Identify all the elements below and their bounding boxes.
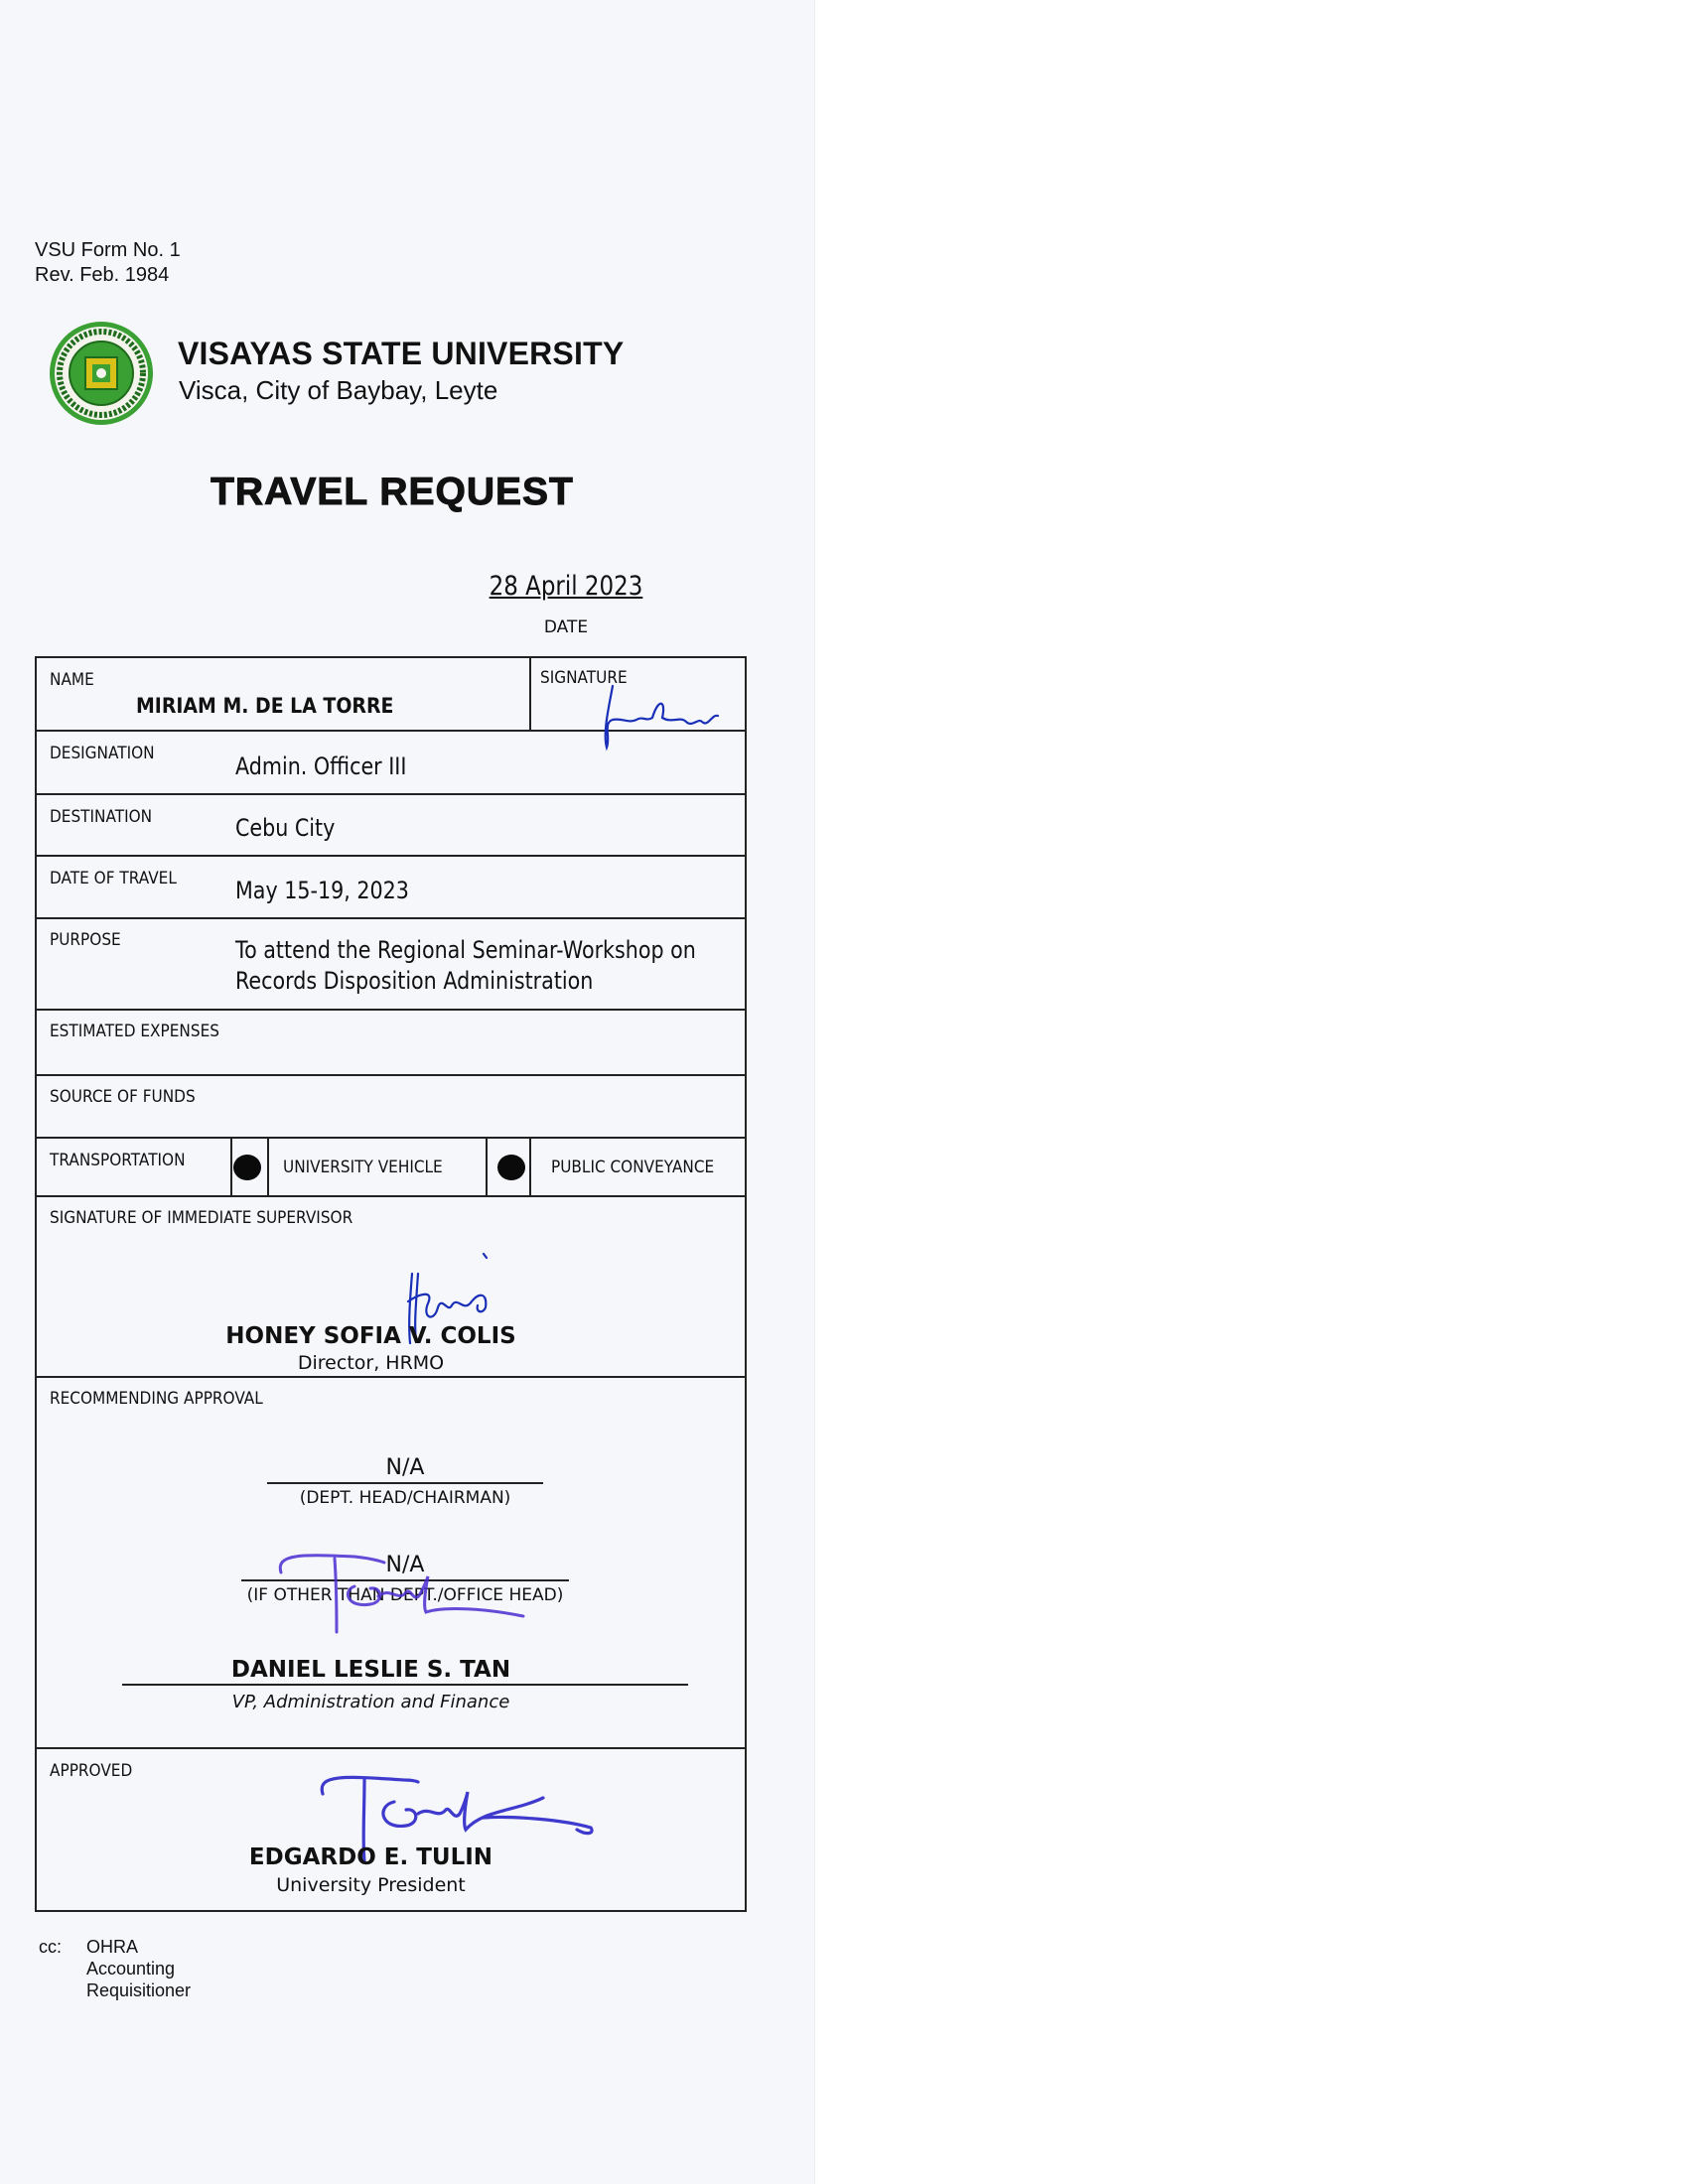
cc-label: cc: <box>39 1937 63 1957</box>
recommending-approval-label: RECOMMENDING APPROVAL <box>50 1389 263 1409</box>
name-value: MIRIAM M. DE LA TORRE <box>136 694 394 718</box>
purpose-line-1: To attend the Regional Seminar-Workshop on <box>235 936 696 964</box>
destination-value: Cebu City <box>235 814 336 842</box>
divider <box>37 1137 745 1139</box>
university-vehicle-label: UNIVERSITY VEHICLE <box>283 1158 443 1177</box>
cc-recipient: Requisitioner <box>86 1980 192 2000</box>
requester-signature <box>563 678 742 752</box>
president-title: University President <box>276 1874 466 1896</box>
university-name: VISAYAS STATE UNIVERSITY <box>178 336 625 371</box>
supervisor-label: SIGNATURE OF IMMEDIATE SUPERVISOR <box>50 1208 353 1228</box>
date-label: DATE <box>543 617 589 637</box>
dept-head-line <box>267 1482 543 1484</box>
other-head-value: N/A <box>385 1553 425 1577</box>
designation-label: DESIGNATION <box>50 744 155 763</box>
divider <box>486 1137 488 1195</box>
divider <box>37 855 745 857</box>
divider <box>37 1747 745 1749</box>
dept-head-caption: (DEPT. HEAD/CHAIRMAN) <box>299 1488 511 1508</box>
cc-recipient: Accounting <box>86 1959 176 1979</box>
approved-label: APPROVED <box>50 1761 133 1781</box>
university-vehicle-radio-filled[interactable] <box>233 1155 261 1180</box>
divider <box>37 1195 745 1197</box>
travel-request-form <box>35 656 747 1912</box>
vp-signature-line <box>122 1684 688 1686</box>
other-head-caption: (IF OTHER THAN DEPT./OFFICE HEAD) <box>246 1585 564 1605</box>
cc-recipients <box>86 1936 191 2001</box>
president-name: EDGARDO E. TULIN <box>248 1844 493 1870</box>
divider <box>529 1137 531 1195</box>
request-date: 28 April 2023 <box>489 571 643 602</box>
purpose-label: PURPOSE <box>50 930 121 950</box>
divider <box>529 658 531 730</box>
form-number <box>35 238 181 288</box>
university-address: Visca, City of Baybay, Leyte <box>179 375 498 405</box>
date-of-travel-label: DATE OF TRAVEL <box>50 869 177 888</box>
university-seal-logo <box>48 320 155 427</box>
supervisor-title: Director, HRMO <box>297 1352 445 1374</box>
dept-head-value: N/A <box>385 1455 425 1480</box>
designation-value: Admin. Officer III <box>235 752 407 780</box>
name-label: NAME <box>50 670 94 690</box>
divider <box>37 793 745 795</box>
vp-name: DANIEL LESLIE S. TAN <box>230 1657 511 1683</box>
estimated-expenses-label: ESTIMATED EXPENSES <box>50 1022 219 1041</box>
form-no-text: VSU Form No. 1 <box>35 239 181 261</box>
divider <box>37 1074 745 1076</box>
cc-recipient: OHRA <box>86 1937 139 1957</box>
divider <box>37 1376 745 1378</box>
public-conveyance-radio-filled[interactable] <box>497 1155 525 1180</box>
purpose-line-2: Records Disposition Administration <box>235 967 594 995</box>
vp-title: VP, Administration and Finance <box>231 1692 510 1712</box>
transportation-label: TRANSPORTATION <box>50 1151 186 1170</box>
vp-signature <box>275 1547 593 1656</box>
divider <box>230 1137 232 1195</box>
page-title: TRAVEL REQUEST <box>211 471 574 513</box>
source-of-funds-label: SOURCE OF FUNDS <box>50 1087 196 1107</box>
revision-text: Rev. Feb. 1984 <box>35 264 170 286</box>
divider <box>37 917 745 919</box>
signature-label: SIGNATURE <box>540 668 628 688</box>
supervisor-name: HONEY SOFIA V. COLIS <box>225 1323 516 1349</box>
date-of-travel-value: May 15-19, 2023 <box>235 877 409 904</box>
divider <box>267 1137 269 1195</box>
destination-label: DESTINATION <box>50 807 153 827</box>
public-conveyance-label: PUBLIC CONVEYANCE <box>551 1158 715 1177</box>
divider <box>37 1009 745 1011</box>
